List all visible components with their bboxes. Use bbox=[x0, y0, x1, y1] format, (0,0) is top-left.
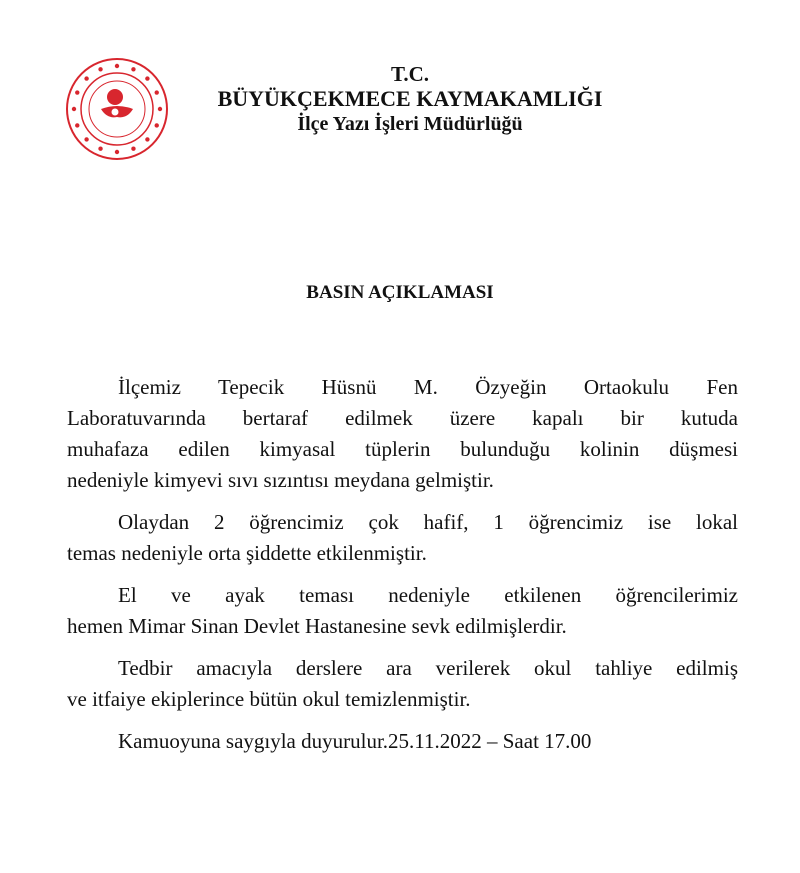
paragraph-line: Kamuoyuna saygıyla duyurulur.25.11.2022 – Saat 17.00 bbox=[118, 729, 592, 753]
header-tc: T.C. bbox=[390, 62, 430, 86]
paragraph bbox=[67, 726, 738, 757]
document-body bbox=[67, 372, 738, 768]
paragraph bbox=[67, 580, 738, 642]
paragraph bbox=[67, 653, 738, 715]
seal-star-icon bbox=[145, 76, 149, 80]
paragraph-line: Laboratuvarında bertaraf edilmek üzere kapalı bir kutuda bbox=[67, 406, 738, 430]
paragraph-line: muhafaza edilen kimyasal tüplerin bulunduğu kolinin düşmesi bbox=[67, 437, 738, 461]
seal-star-icon bbox=[131, 147, 135, 151]
seal-star-icon bbox=[115, 64, 119, 68]
seal-star-icon bbox=[84, 76, 88, 80]
paragraph-line: nedeniyle kimyevi sıvı sızıntısı meydana gelmiştir. bbox=[67, 468, 494, 492]
seal-star-icon bbox=[131, 67, 135, 71]
paragraph bbox=[67, 507, 738, 569]
paragraph-line: ve itfaiye ekiplerince bütün okul temizlenmiştir. bbox=[67, 687, 471, 711]
seal-star-icon bbox=[115, 150, 119, 154]
seal-star-icon bbox=[75, 90, 79, 94]
seal-star-icon bbox=[75, 123, 79, 127]
seal-star-icon bbox=[72, 107, 76, 111]
seal-star-icon bbox=[155, 123, 159, 127]
seal-star-icon bbox=[145, 137, 149, 141]
paragraph-line: Tedbir amacıyla derslere ara verilerek okul tahliye edilmiş bbox=[118, 656, 738, 680]
document-title: BASIN AÇIKLAMASI bbox=[306, 282, 494, 303]
header-department: İlçe Yazı İşleri Müdürlüğü bbox=[297, 113, 523, 135]
paragraph-line: Olaydan 2 öğrencimiz çok hafif, 1 öğrencimiz ise lokal bbox=[118, 510, 738, 534]
seal-star-icon bbox=[98, 147, 102, 151]
seal-star-icon bbox=[155, 90, 159, 94]
header-institution: BÜYÜKÇEKMECE KAYMAKAMLIĞI bbox=[217, 86, 603, 111]
paragraph-line: İlçemiz Tepecik Hüsnü M. Özyeğin Ortaokulu Fen bbox=[118, 375, 738, 399]
paragraph bbox=[67, 372, 738, 496]
paragraph-line: temas nedeniyle orta şiddette etkilenmiştir. bbox=[67, 541, 427, 565]
seal-star-icon bbox=[158, 107, 162, 111]
paragraph-line: El ve ayak teması nedeniyle etkilenen öğrencilerimiz bbox=[118, 583, 738, 607]
seal-star-icon bbox=[98, 67, 102, 71]
ministry-seal-logo bbox=[65, 57, 169, 161]
seal-star-icon bbox=[84, 137, 88, 141]
paragraph-line: hemen Mimar Sinan Devlet Hastanesine sevk edilmişlerdir. bbox=[67, 614, 567, 638]
